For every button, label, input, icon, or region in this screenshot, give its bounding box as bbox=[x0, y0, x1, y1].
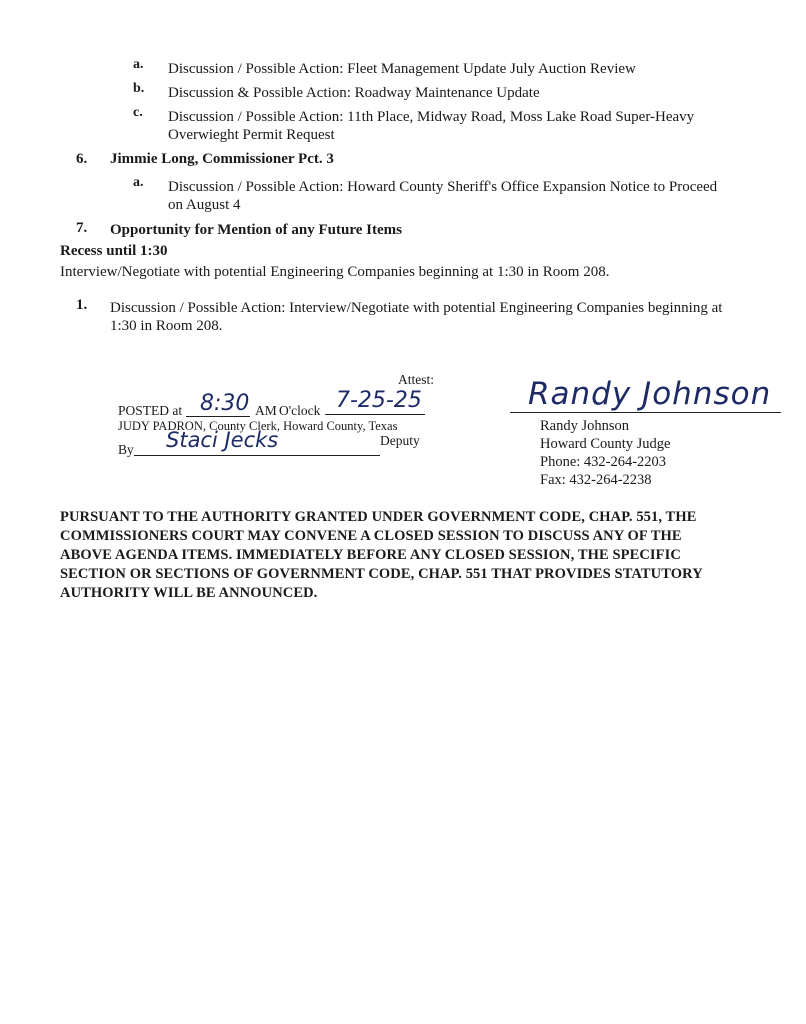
item-number: 6. bbox=[76, 151, 88, 167]
attest-label: Attest: bbox=[398, 372, 434, 387]
subitem-text-line2: Overwieght Permit Request bbox=[168, 127, 335, 143]
subitem-letter: a. bbox=[133, 57, 144, 72]
notice-line: COMMISSIONERS COURT MAY CONVENE A CLOSED SESSION TO DISCUSS ANY OF THE bbox=[60, 528, 682, 544]
deputy-underline bbox=[134, 455, 380, 456]
deputy-label: Deputy bbox=[380, 433, 420, 448]
judge-signature: Randy Johnson bbox=[528, 376, 772, 412]
posted-time-handwritten: 8:30 bbox=[200, 391, 250, 416]
date-underline bbox=[325, 414, 425, 415]
clerk-line: JUDY PADRON, County Clerk, Howard County, Texas bbox=[118, 419, 398, 433]
judge-title: Howard County Judge bbox=[540, 436, 671, 452]
item-text-line1: Discussion / Possible Action: Interview/Negotiate with potential Engineering Companies beginning at bbox=[110, 300, 723, 316]
recess-text: Interview/Negotiate with potential Engineering Companies beginning at 1:30 in Room 208. bbox=[60, 264, 610, 280]
subitem-text-line2: on August 4 bbox=[168, 197, 241, 213]
item-number: 1. bbox=[76, 297, 88, 313]
item-title: Jimmie Long, Commissioner Pct. 3 bbox=[110, 151, 334, 167]
posted-date-handwritten: 7-25-25 bbox=[336, 388, 422, 413]
subitem-letter: c. bbox=[133, 105, 143, 120]
subitem-text: Discussion / Possible Action: Fleet Management Update July Auction Review bbox=[168, 61, 636, 77]
subitem-text-line1: Discussion / Possible Action: 11th Place, Midway Road, Moss Lake Road Super-Heavy bbox=[168, 109, 695, 125]
subitem-text-line1: Discussion / Possible Action: Howard County Sheriff's Office Expansion Notice to Proceed bbox=[168, 179, 718, 195]
notice-line: SECTION OR SECTIONS OF GOVERNMENT CODE, CHAP. 551 THAT PROVIDES STATUTORY bbox=[60, 566, 703, 582]
posted-label: POSTED at bbox=[118, 403, 183, 418]
notice-line: AUTHORITY WILL BE ANNOUNCED. bbox=[60, 585, 318, 601]
item-text-line2: 1:30 in Room 208. bbox=[110, 318, 223, 334]
by-label: By bbox=[118, 442, 134, 457]
notice-line: PURSUANT TO THE AUTHORITY GRANTED UNDER GOVERNMENT CODE, CHAP. 551, THE bbox=[60, 509, 697, 525]
judge-phone: Phone: 432-264-2203 bbox=[540, 454, 667, 470]
subitem-letter: b. bbox=[133, 81, 145, 96]
deputy-signature: Staci Jecks bbox=[166, 428, 279, 452]
signature-line bbox=[510, 412, 781, 413]
subitem-letter: a. bbox=[133, 175, 144, 190]
recess-title: Recess until 1:30 bbox=[60, 243, 168, 259]
judge-name: Randy Johnson bbox=[540, 418, 630, 434]
subitem-text: Discussion & Possible Action: Roadway Maintenance Update bbox=[168, 85, 540, 101]
judge-fax: Fax: 432-264-2238 bbox=[540, 472, 652, 488]
notice-line: ABOVE AGENDA ITEMS. IMMEDIATELY BEFORE ANY CLOSED SESSION, THE SPECIFIC bbox=[60, 547, 681, 563]
ampm-label: AM bbox=[255, 403, 277, 418]
oclock-label: O'clock bbox=[279, 403, 321, 418]
item-number: 7. bbox=[76, 220, 88, 236]
item-title: Opportunity for Mention of any Future Items bbox=[110, 222, 402, 238]
